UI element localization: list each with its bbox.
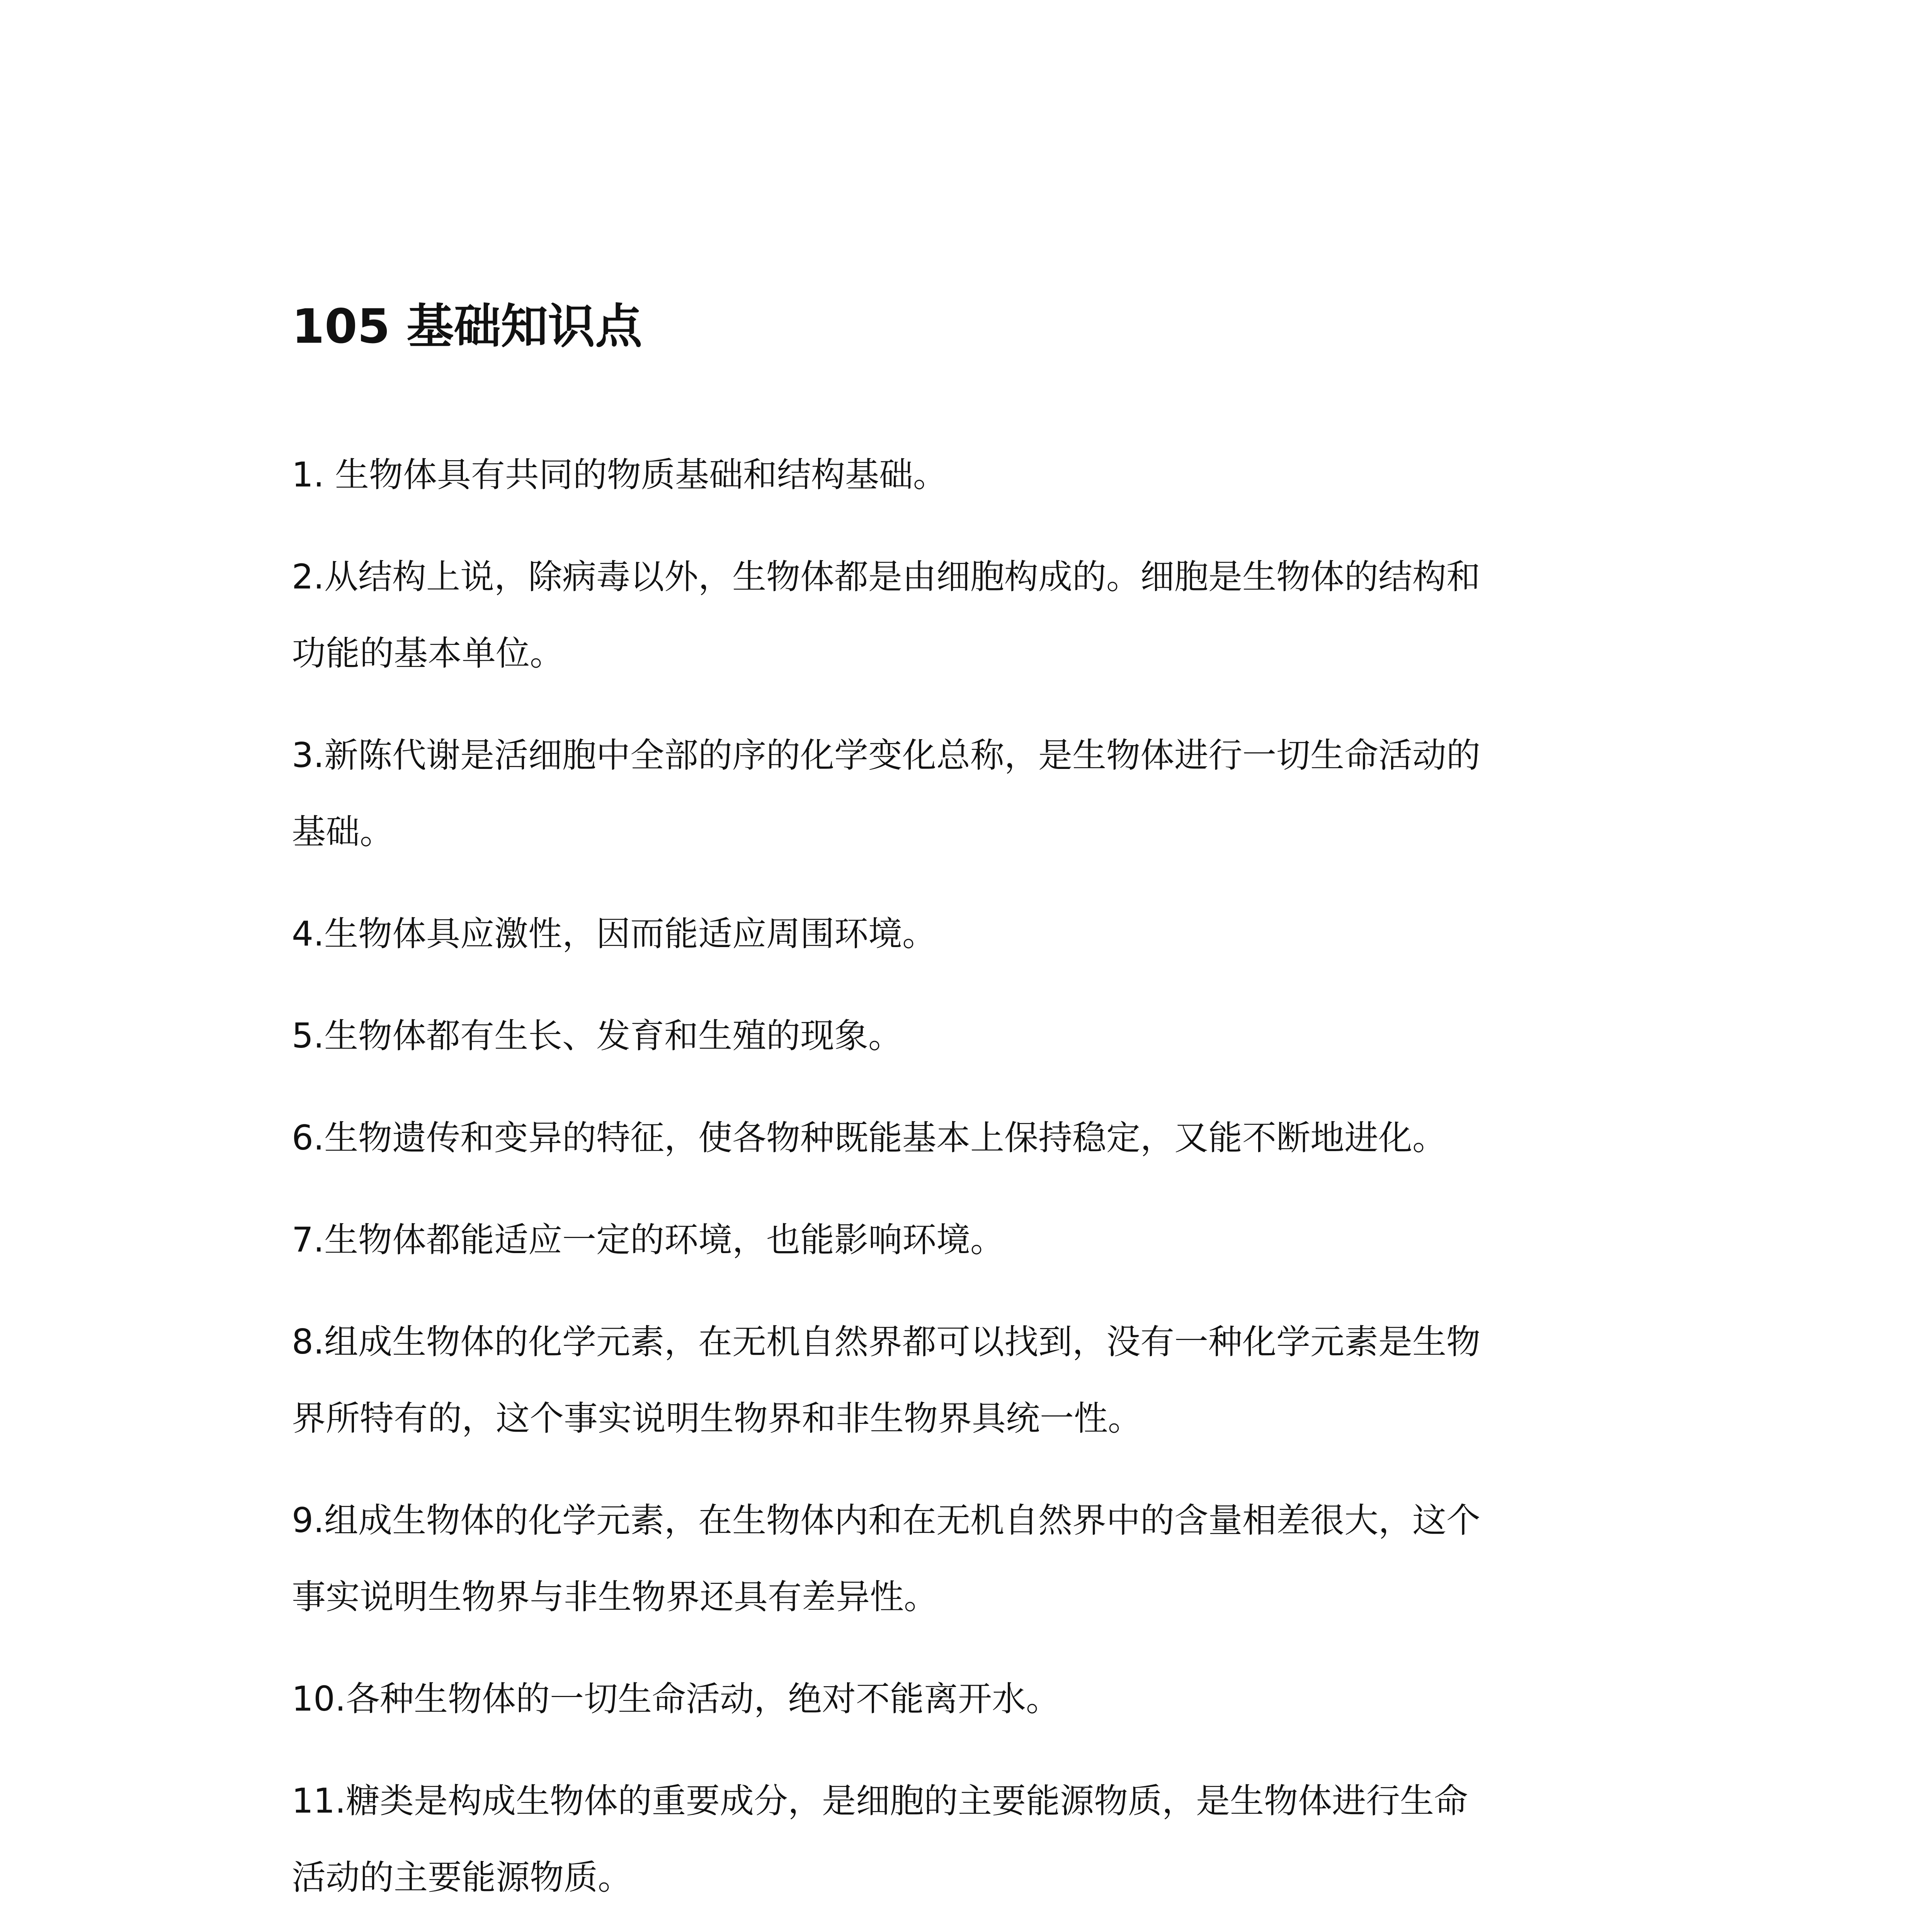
knowledge-point-7	[292, 1202, 1652, 1278]
paragraph-line: 活动的主要能源物质。	[292, 1857, 632, 1897]
knowledge-point-5	[292, 998, 1652, 1074]
paragraph-line: 8.组成生物体的化学元素，在无机自然界都可以找到，没有一种化学元素是生物	[292, 1322, 1480, 1362]
paragraph-line: 4.生物体具应激性，因而能适应周围环境。	[292, 914, 936, 954]
paragraph-line: 9.组成生物体的化学元素，在生物体内和在无机自然界中的含量相差很大，这个	[292, 1500, 1480, 1540]
knowledge-point-10	[292, 1661, 1652, 1737]
paragraph-line: 2.从结构上说，除病毒以外，生物体都是由细胞构成的。细胞是生物体的结构和	[292, 557, 1480, 597]
paragraph-line: 1. 生物体具有共同的物质基础和结构基础。	[292, 455, 947, 495]
paragraph-line: 11.糖类是构成生物体的重要成分，是细胞的主要能源物质，是生物体进行生命	[292, 1781, 1468, 1821]
knowledge-point-2	[292, 539, 1652, 692]
knowledge-point-9	[292, 1482, 1652, 1635]
paragraph-line: 功能的基本单位。	[292, 633, 564, 673]
knowledge-point-6	[292, 1100, 1652, 1176]
paragraph-line: 6.生物遗传和变异的特征，使各物种既能基本上保持稳定，又能不断地进化。	[292, 1118, 1446, 1158]
paragraph-line: 基础。	[292, 812, 394, 852]
paragraph-line: 3.新陈代谢是活细胞中全部的序的化学变化总称，是生物体进行一切生命活动的	[292, 735, 1480, 775]
knowledge-point-8	[292, 1304, 1652, 1457]
page-title: 105 基础知识点	[292, 299, 643, 354]
paragraph-line: 5.生物体都有生长、发育和生殖的现象。	[292, 1016, 902, 1056]
knowledge-point-11	[292, 1763, 1652, 1916]
paragraph-line: 界所特有的，这个事实说明生物界和非生物界具统一性。	[292, 1398, 1142, 1438]
paragraph-line: 事实说明生物界与非生物界还具有差异性。	[292, 1577, 938, 1617]
knowledge-point-list	[292, 437, 1652, 1932]
knowledge-point-3	[292, 717, 1652, 870]
paragraph-line: 7.生物体都能适应一定的环境，也能影响环境。	[292, 1220, 1004, 1260]
knowledge-point-1	[292, 437, 1652, 513]
knowledge-point-4	[292, 896, 1652, 972]
paragraph-line: 10.各种生物体的一切生命活动，绝对不能离开水。	[292, 1679, 1060, 1719]
